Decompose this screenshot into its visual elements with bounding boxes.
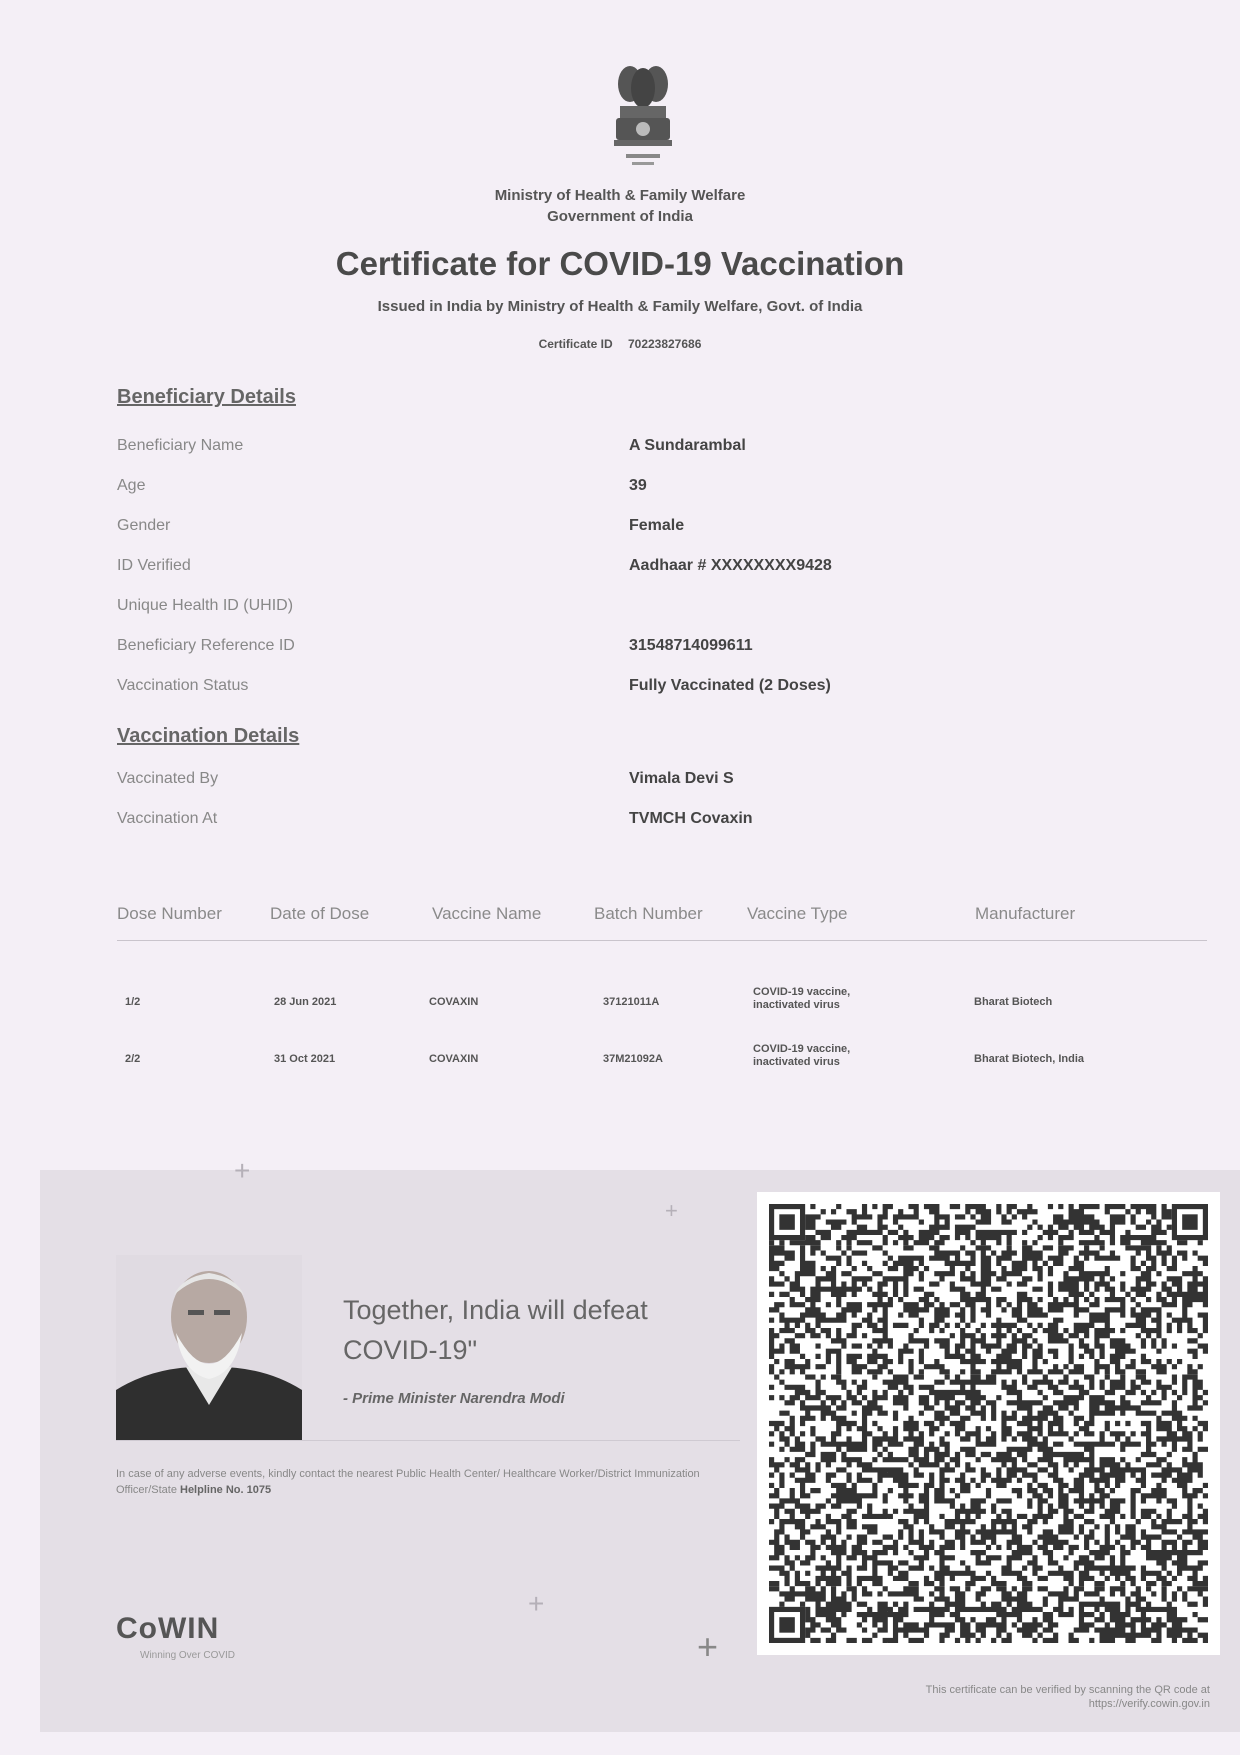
beneficiary-row-uhid	[117, 597, 1017, 621]
adverse-events-notice	[116, 1466, 756, 1498]
column-header: Batch Number	[594, 904, 703, 923]
beneficiary-row-age	[117, 477, 1017, 501]
footer-divider	[116, 1440, 740, 1441]
manufacturer: Bharat Biotech	[974, 996, 1053, 1008]
row-value: Vimala Devi S	[629, 770, 734, 787]
row-label: Age	[117, 477, 146, 494]
helpline-number: Helpline No. 1075	[180, 1484, 272, 1496]
qr-note-line2: https://verify.cowin.gov.in	[1088, 1698, 1210, 1710]
certificate-id-label: Certificate ID	[538, 337, 613, 351]
quote-attribution: - Prime Minister Narendra Modi	[343, 1390, 565, 1407]
column-header: Manufacturer	[975, 904, 1076, 923]
batch-number: 37121011A	[603, 996, 660, 1008]
vaccine-type	[753, 1043, 850, 1069]
dose-date: 28 Jun 2021	[274, 996, 337, 1008]
quote-line2: COVID-19"	[343, 1335, 478, 1365]
certificate-subtitle: Issued in India by Ministry of Health & Family Welfare, Govt. of India	[377, 298, 863, 315]
row-label: Vaccination Status	[117, 677, 249, 694]
row-label: Beneficiary Name	[117, 437, 244, 454]
row-value: TVMCH Covaxin	[629, 810, 753, 827]
table-row	[117, 984, 1207, 1024]
qr-verification-note	[760, 1683, 1210, 1711]
column-header: Vaccine Name	[432, 904, 542, 923]
row-label: Vaccination At	[117, 810, 218, 827]
beneficiary-row-name	[117, 437, 1017, 461]
beneficiary-row-gender	[117, 517, 1017, 541]
row-value: Female	[629, 517, 685, 534]
vaccine-name: COVAXIN	[429, 996, 479, 1008]
plus-decoration-icon: +	[697, 1626, 719, 1667]
row-label: Beneficiary Reference ID	[117, 637, 295, 654]
certificate-id-value: 70223827686	[627, 337, 702, 351]
beneficiary-row-status	[117, 677, 1017, 701]
row-label: Gender	[117, 517, 171, 534]
ministry-name: Ministry of Health & Family Welfare	[494, 187, 746, 204]
row-value: A Sundarambal	[629, 437, 746, 454]
quote-line1: Together, India will defeat	[343, 1295, 648, 1325]
vaccination-row-by	[117, 770, 1017, 794]
quote-text	[343, 1290, 723, 1370]
column-header: Dose Number	[117, 904, 222, 923]
national-emblem-icon	[608, 62, 678, 180]
qr-code	[757, 1192, 1220, 1655]
qr-note-line1: This certificate can be verified by scanning the QR code at	[925, 1684, 1210, 1696]
beneficiary-heading: Beneficiary Details	[117, 386, 296, 408]
manufacturer: Bharat Biotech, India	[974, 1053, 1085, 1065]
certificate-title: Certificate for COVID-19 Vaccination	[335, 245, 905, 282]
portrait-photo	[116, 1255, 302, 1440]
vaccine-type-line2: inactivated virus	[753, 1056, 840, 1068]
row-value: 31548714099611	[629, 637, 753, 654]
vaccine-name: COVAXIN	[429, 1053, 479, 1065]
dose-number: 1/2	[125, 996, 141, 1008]
row-value: Fully Vaccinated (2 Doses)	[629, 677, 831, 694]
vaccine-type	[753, 986, 850, 1012]
row-label: ID Verified	[117, 557, 191, 574]
table-row	[117, 1041, 1207, 1081]
batch-number: 37M21092A	[603, 1053, 663, 1065]
cowin-tagline: Winning Over COVID	[140, 1650, 236, 1661]
dose-table-header	[117, 900, 1207, 941]
column-header: Date of Dose	[270, 904, 370, 923]
dose-date: 31 Oct 2021	[274, 1053, 336, 1065]
plus-decoration-icon: +	[665, 1198, 678, 1223]
plus-decoration-icon: +	[528, 1588, 545, 1619]
row-value: 39	[629, 477, 647, 494]
row-value: Aadhaar # XXXXXXXX9428	[629, 557, 832, 574]
government-name: Government of India	[547, 208, 693, 225]
cowin-logo: CoWIN	[116, 1612, 220, 1645]
column-header: Vaccine Type	[747, 904, 848, 923]
beneficiary-row-reference-id	[117, 637, 1017, 661]
qr-code-pattern	[757, 1192, 1220, 1655]
beneficiary-row-id-verified	[117, 557, 1017, 581]
plus-decoration-icon: +	[234, 1155, 251, 1186]
dose-number: 2/2	[125, 1053, 141, 1065]
vaccination-heading: Vaccination Details	[117, 725, 300, 747]
vaccination-row-at	[117, 810, 1017, 834]
row-label: Unique Health ID (UHID)	[117, 597, 294, 614]
certificate-id	[0, 337, 1240, 351]
vaccine-type-line1: COVID-19 vaccine,	[753, 1043, 851, 1055]
vaccine-type-line2: inactivated virus	[753, 999, 840, 1011]
vaccine-type-line1: COVID-19 vaccine,	[753, 986, 851, 998]
row-label: Vaccinated By	[117, 770, 219, 787]
adverse-text: In case of any adverse events, kindly contact the nearest Public Health Center/ Healthcare Worker/District Immunization Officer/State	[116, 1468, 700, 1496]
